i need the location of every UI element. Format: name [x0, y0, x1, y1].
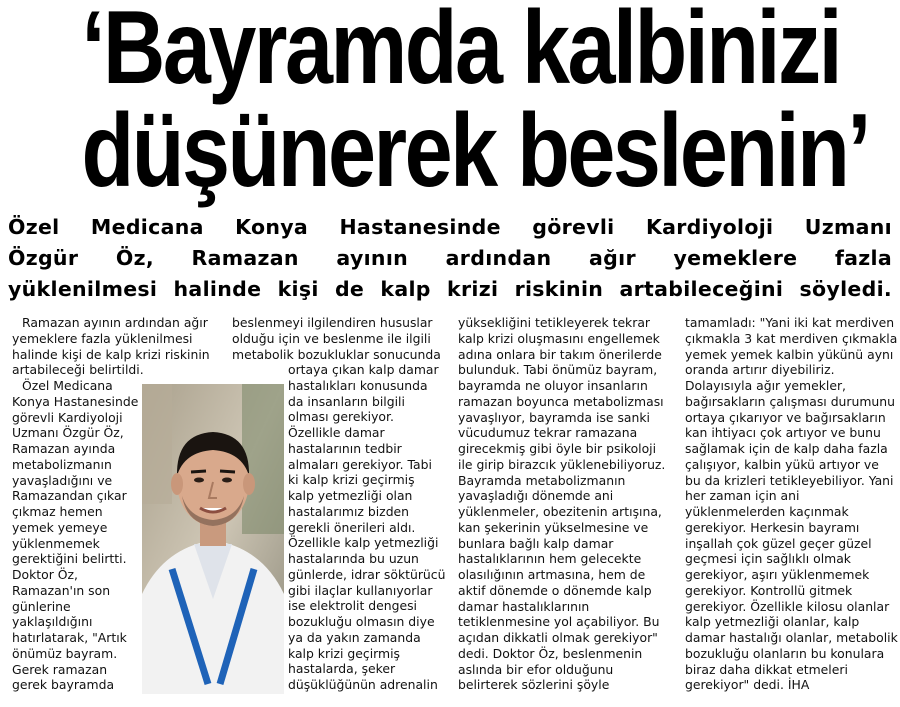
body-line: vücudumuz tekrar ramazana	[458, 425, 638, 441]
body-line: beslenmeyi ilgilendiren hususlar	[232, 315, 433, 330]
body-line: yavaşlıyor, bayramda ise sanki	[458, 409, 651, 425]
body-line: almaları gerekiyor. Tabi	[288, 456, 432, 472]
body-line: gerekli önerileri aldı.	[288, 519, 416, 535]
body-line: kalp yetmezliği olan	[288, 488, 413, 503]
body-line: gerek bayramda	[12, 677, 115, 693]
body-line: olduğu için ve beslenme ile ilgili	[232, 330, 431, 346]
body-line: bağırsakların çalışması durumunu	[685, 393, 895, 409]
body-line: oranda artırır diyebiliriz.	[685, 362, 835, 378]
lead-paragraph	[8, 212, 892, 305]
body-line: artabileceği belirtildi.	[12, 362, 144, 378]
column-4	[685, 315, 897, 693]
body-line: Uzmanı Özgür Öz,	[12, 425, 124, 441]
body-line: Özel Medicana	[22, 378, 113, 393]
body-line: halinde kişi de kalp krizi riskinin	[12, 346, 210, 362]
body-line: ramazan boyunca metabolizması	[458, 393, 664, 409]
body-line: bayramda ne oluyor insanların	[458, 378, 648, 393]
body-line: hastalarında bu uzun	[288, 551, 419, 566]
body-line: geçmesi için sağlıklı olmak	[685, 551, 851, 567]
body-line: bozukluğu olanların bu konulara	[685, 645, 885, 661]
body-line: ya da yakın zamanda	[288, 629, 421, 645]
body-line: Bayramda metabolizmanın	[458, 472, 626, 488]
body-line: bozukluğu olmasın diye	[288, 614, 435, 629]
body-line: yüklenmelerden kaçınmak	[685, 504, 849, 519]
body-line: olması gerekiyor.	[288, 409, 394, 425]
body-line: önümüz bayram.	[12, 645, 118, 661]
column-2-narrow	[288, 362, 453, 693]
body-line: ortaya çıkan kalp damar	[288, 362, 439, 377]
body-line: kan ihtiyacı çok artıyor ve bunu	[685, 425, 881, 441]
body-line: açıdan dikkatli olmak gerekiyor"	[458, 630, 658, 645]
body-line: çıkmakla 3 kat merdiven çıkmakla	[685, 330, 898, 346]
body-line: ile girip birazcık yüklenebiliyoruz.	[458, 456, 666, 472]
body-line: biraz daha dikkat etmeleri	[685, 661, 848, 677]
column-3	[458, 315, 673, 693]
body-line: gerekiyor" dedi. İHA	[685, 677, 810, 693]
body-line: adına onlara bir takım önerilerde	[458, 346, 662, 362]
body-line: Özellikle kalp yetmezliği	[288, 535, 439, 551]
body-line: günlerine	[12, 598, 71, 614]
body-line: bu da krizleri tetikleyebiliyor. Yani	[685, 472, 894, 488]
body-line: dedi. Doktor Öz, beslenmenin	[458, 645, 643, 661]
body-line: metabolizmanın	[12, 456, 112, 472]
body-line: kalp krizi geçirmiş	[288, 645, 400, 661]
body-line: tetiklenmesine yol açabiliyor. Bu	[458, 614, 660, 630]
body-line: metabolik bozukluklar sonucunda	[232, 346, 441, 362]
lead-line: yüklenilmesi halinde kişi de kalp krizi riskinin artabileceğini söyledi.	[8, 277, 892, 301]
body-line: Ramazan'ın son	[12, 582, 111, 598]
body-line: gerektiğini belirtti.	[12, 551, 127, 567]
body-line: belirterek sözlerini şöyle	[458, 677, 610, 693]
body-line: gerekiyor, aşırı yüklenmemek	[685, 567, 870, 582]
column-1-top	[12, 315, 222, 378]
body-line: çalışıyor, kalbin yükü artıyor ve	[685, 456, 879, 472]
body-line: her zaman için ani	[685, 488, 800, 504]
body-line: Gerek ramazan	[12, 661, 108, 677]
portrait-photo-icon	[142, 384, 284, 694]
lead-line: Özgür Öz, Ramazan ayının ardından ağır yemeklere fazla	[8, 246, 892, 270]
body-line: ortaya çıkarıyor ve bağırsakların	[685, 409, 886, 425]
body-line: inşallah çok güzel geçer güzel	[685, 535, 872, 551]
headline-line-2: düşünerek beslenin’	[81, 93, 869, 209]
headline-line-1: ‘Bayramda kalbinizi	[81, 0, 841, 106]
body-line: gerekiyor. Kontrollü gitmek	[685, 582, 853, 598]
body-line: görevli Kardiyoloji	[12, 409, 123, 425]
body-line: gerekiyor. Özellikle kilosu olanlar	[685, 598, 890, 614]
body-line: yavaşladığını ve	[12, 472, 113, 488]
body-line: kan şekerinin yükselmesine ve	[458, 519, 649, 535]
body-line: tamamladı: "Yani iki kat merdiven	[685, 315, 895, 330]
body-line: gerekiyor. Herkesin bayramı	[685, 519, 860, 535]
body-line: sağlamak için de kalp daha fazla	[685, 441, 888, 456]
body-line: gibi ilaçlar kullanıyorlar	[288, 582, 433, 598]
body-line: Ramazan ayının ardından ağır	[22, 315, 208, 330]
column-1-narrow	[12, 378, 142, 693]
body-line: Dolayısıyla ağır yemekler,	[685, 378, 846, 393]
body-line: ki kalp krizi geçirmiş	[288, 472, 415, 488]
body-line: Doktor Öz,	[12, 567, 78, 582]
body-line: girecekmiş gibi öyle bir psikoloji	[458, 441, 657, 456]
body-line: olasılığının artmasına, hem de	[458, 567, 646, 582]
body-line: hastalıkları konusunda	[288, 377, 428, 393]
body-line: günlerde, idrar söktürücü	[288, 566, 446, 582]
body-line: Özellikle damar	[288, 425, 385, 440]
body-line: kalp yetmezliği olanlar, kalp	[685, 614, 860, 630]
body-line: ise elektrolit dengesi	[288, 598, 417, 614]
body-line: Ramazan ayında	[12, 441, 116, 456]
body-line: damar hastalıklarının	[458, 598, 590, 614]
body-line: kalp krizi oluşmasını engellemek	[458, 330, 660, 346]
body-line: yavaşladığı dönemde ani	[458, 488, 614, 504]
body-line: Konya Hastanesinde	[12, 393, 139, 409]
body-line: hatırlatarak, "Artık	[12, 630, 127, 645]
body-line: yemeklere fazla yüklenilmesi	[12, 330, 193, 346]
body-line: hastalıklarının hem gelecekte	[458, 551, 642, 567]
column-2-top	[232, 315, 447, 362]
body-line: hastalarının tedbir	[288, 440, 402, 456]
body-line: aslında bir efor olduğunu	[458, 661, 614, 677]
body-line: düşüklüğünün adrenalin	[288, 677, 438, 692]
body-line: yüklenmemek	[12, 535, 100, 551]
body-line: yüksekliğini tetikleyerek tekrar	[458, 315, 651, 330]
lead-line: Özel Medicana Konya Hastanesinde görevli Kardiyoloji Uzmanı	[8, 215, 892, 239]
body-line: bunlara bağlı kalp damar	[458, 535, 614, 551]
body-line: yüklenmeler, obezitenin artışına,	[458, 504, 662, 519]
body-line: yemek yemek kalbin yükünü aynı	[685, 346, 894, 362]
body-line: bulunduk. Tabi önümüz bayram,	[458, 362, 658, 378]
body-line: hastalarımız bizden	[288, 503, 410, 519]
body-line: hastalarda, şeker	[288, 661, 396, 677]
body-line: Ramazandan çıkar	[12, 488, 127, 504]
body-line: damar hastalığı olanlar, metabolik	[685, 630, 898, 645]
body-line: yemek yemeye	[12, 519, 108, 535]
body-line: çıkmaz hemen	[12, 504, 103, 519]
portrait-photo	[142, 384, 284, 694]
body-line: da insanların bilgili	[288, 393, 405, 409]
body-line: aktif dönemde o dönemde kalp	[458, 582, 652, 598]
body-line: yaklaşıldığını	[12, 614, 93, 630]
